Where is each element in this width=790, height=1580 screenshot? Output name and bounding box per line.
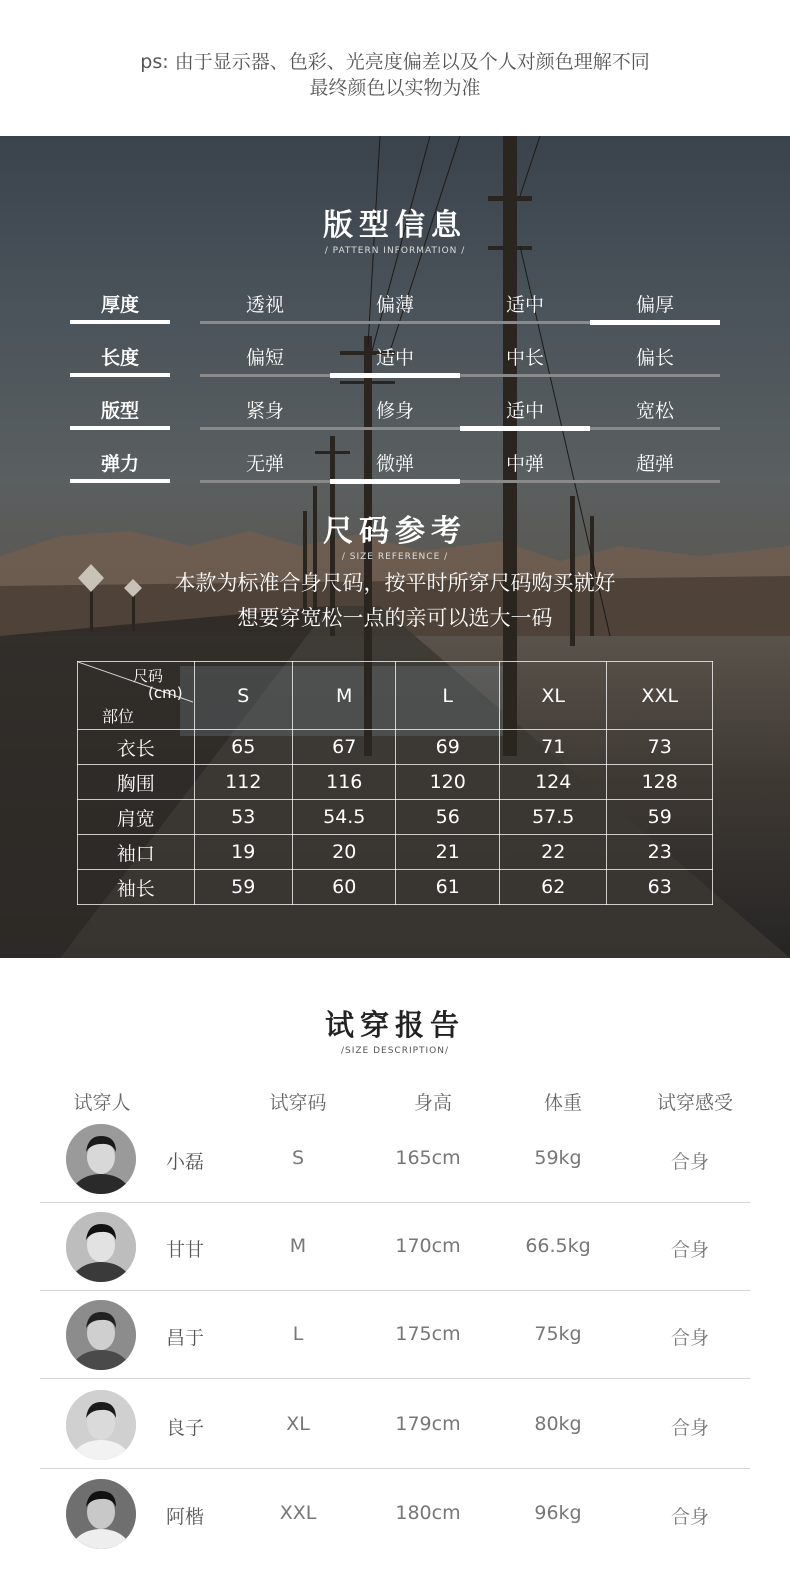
measurement-cell: 128 [607,765,713,800]
pattern-option: 透视 [245,294,284,316]
size-reference-subtitle: / SIZE REFERENCE / [341,552,449,562]
try-on-report-heading [0,1003,790,1056]
header-height: 身高 [413,1092,452,1114]
pattern-row [0,435,790,487]
header-fit-feeling: 试穿感受 [656,1092,733,1114]
row-divider [40,1468,750,1469]
pattern-option: 适中 [375,347,414,369]
pattern-label-underline [70,426,170,430]
size-reference-title: 尺码参考 [323,514,467,549]
tester-height: 179cm [395,1413,461,1435]
size-header-cell: XL [499,662,607,730]
header-weight: 体重 [543,1092,582,1114]
tester-size: XL [286,1413,310,1435]
try-on-row [40,1470,750,1558]
tester-size: S [291,1147,305,1169]
tester-height: 180cm [395,1502,461,1524]
tester-fit-feeling: 合身 [670,1239,709,1261]
tester-weight: 80kg [534,1413,582,1435]
size-chart-row [78,730,713,765]
pattern-selected-indicator [590,320,720,325]
measurement-cell: 71 [499,730,607,765]
size-advice-line-1: 本款为标准合身尺码，按平时所穿尺码购买就好 [174,571,616,595]
tester-height: 165cm [395,1147,461,1169]
tester-name: 阿楷 [165,1506,204,1528]
size-header-cell: XXL [607,662,713,730]
pattern-label-underline [70,373,170,377]
tester-size: M [289,1235,307,1257]
pattern-scale-track [200,480,720,483]
measurement-cell: 56 [396,800,499,835]
tester-avatar [66,1124,136,1194]
tester-name: 良子 [165,1417,204,1439]
pattern-selected-indicator [330,373,460,378]
pattern-option: 适中 [505,400,544,422]
size-advice-line-2: 想要穿宽松一点的亲可以选大一码 [237,606,553,630]
tester-fit-feeling: 合身 [670,1327,709,1349]
pattern-option: 无弹 [245,453,284,475]
measurement-cell: 112 [194,765,292,800]
tester-avatar [66,1212,136,1282]
pattern-row [0,329,790,381]
body-part-cell: 袖口 [78,835,195,870]
pattern-subtitle: / PATTERN INFORMATION / [324,246,466,256]
corner-part-label: 部位 [102,707,135,726]
size-chart-row [78,800,713,835]
size-header-cell: M [293,662,396,730]
measurement-cell: 65 [194,730,292,765]
pattern-selected-indicator [460,426,590,431]
tester-avatar [66,1300,136,1370]
measurement-cell: 116 [293,765,396,800]
pattern-heading [0,200,790,256]
pattern-option: 紧身 [245,400,284,422]
measurement-cell: 62 [499,870,607,905]
tester-height: 175cm [395,1323,461,1345]
measurement-cell: 69 [396,730,499,765]
size-chart-row [78,835,713,870]
tester-weight: 96kg [534,1502,582,1524]
pattern-option: 中弹 [505,453,544,475]
header-try-size: 试穿码 [269,1092,327,1114]
disclaimer-line-1: ps: 由于显示器、色彩、光亮度偏差以及个人对颜色理解不同 [140,51,650,73]
measurement-cell: 67 [293,730,396,765]
measurement-cell: 59 [194,870,292,905]
try-on-report-subtitle: /SIZE DESCRIPTION/ [340,1046,450,1056]
pattern-row-label: 厚度 [100,294,139,316]
pattern-option: 中长 [505,347,544,369]
header-tester: 试穿人 [73,1092,131,1114]
tester-fit-feeling: 合身 [670,1151,709,1173]
try-on-row [40,1381,750,1469]
try-on-row [40,1291,750,1379]
measurement-cell: 21 [396,835,499,870]
pattern-row [0,382,790,434]
size-header-cell: S [194,662,292,730]
tester-height: 170cm [395,1235,461,1257]
measurement-cell: 60 [293,870,396,905]
pattern-option: 偏厚 [635,294,674,316]
measurement-cell: 19 [194,835,292,870]
try-on-report-title: 试穿报告 [324,1008,465,1042]
tester-weight: 66.5kg [525,1235,591,1257]
pattern-option: 偏短 [245,347,284,369]
disclaimer-line-2: 最终颜色以实物为准 [309,77,481,99]
pattern-scale-track [200,374,720,377]
size-chart-header-row [78,662,713,730]
size-header-cell: L [396,662,499,730]
pattern-option: 宽松 [635,400,674,422]
color-disclaimer [0,0,790,136]
pattern-row-label: 弹力 [100,453,139,475]
size-chart-corner-cell [78,662,195,730]
measurement-cell: 20 [293,835,396,870]
measurement-cell: 59 [607,800,713,835]
measurement-cell: 54.5 [293,800,396,835]
pattern-option: 适中 [505,294,544,316]
tester-name: 小磊 [165,1151,204,1173]
size-chart-row [78,765,713,800]
corner-size-label: 尺码 [133,667,164,685]
size-reference-heading [0,506,790,562]
tester-name: 甘甘 [165,1239,204,1261]
size-chart-row [78,870,713,905]
corner-unit-label: (cm) [148,684,183,702]
tester-fit-feeling: 合身 [670,1417,709,1439]
pattern-option: 微弹 [375,453,414,475]
pattern-row-label: 版型 [100,400,139,422]
pattern-option: 修身 [375,400,414,422]
size-chart-table [77,661,713,905]
measurement-cell: 57.5 [499,800,607,835]
pattern-label-underline [70,479,170,483]
measurement-cell: 73 [607,730,713,765]
measurement-cell: 120 [396,765,499,800]
body-part-cell: 肩宽 [78,800,195,835]
measurement-cell: 53 [194,800,292,835]
body-part-cell: 胸围 [78,765,195,800]
pattern-row-label: 长度 [100,347,139,369]
body-part-cell: 衣长 [78,730,195,765]
pattern-option: 偏薄 [375,294,414,316]
body-part-cell: 袖长 [78,870,195,905]
try-on-row [40,1115,750,1203]
row-divider [40,1378,750,1379]
pattern-label-underline [70,320,170,324]
tester-name: 昌于 [165,1327,204,1349]
pattern-row [0,276,790,328]
tester-size: L [292,1323,304,1345]
tester-size: XXL [279,1502,317,1524]
tester-avatar [66,1390,136,1460]
measurement-cell: 61 [396,870,499,905]
pattern-selected-indicator [330,479,460,484]
measurement-cell: 23 [607,835,713,870]
try-on-row [40,1203,750,1291]
measurement-cell: 124 [499,765,607,800]
measurement-cell: 22 [499,835,607,870]
measurement-cell: 63 [607,870,713,905]
tester-weight: 75kg [534,1323,582,1345]
pattern-option: 偏长 [635,347,674,369]
tester-fit-feeling: 合身 [670,1506,709,1528]
tester-avatar [66,1479,136,1549]
pattern-title: 版型信息 [323,208,467,243]
pattern-option: 超弹 [635,453,674,475]
tester-weight: 59kg [534,1147,582,1169]
